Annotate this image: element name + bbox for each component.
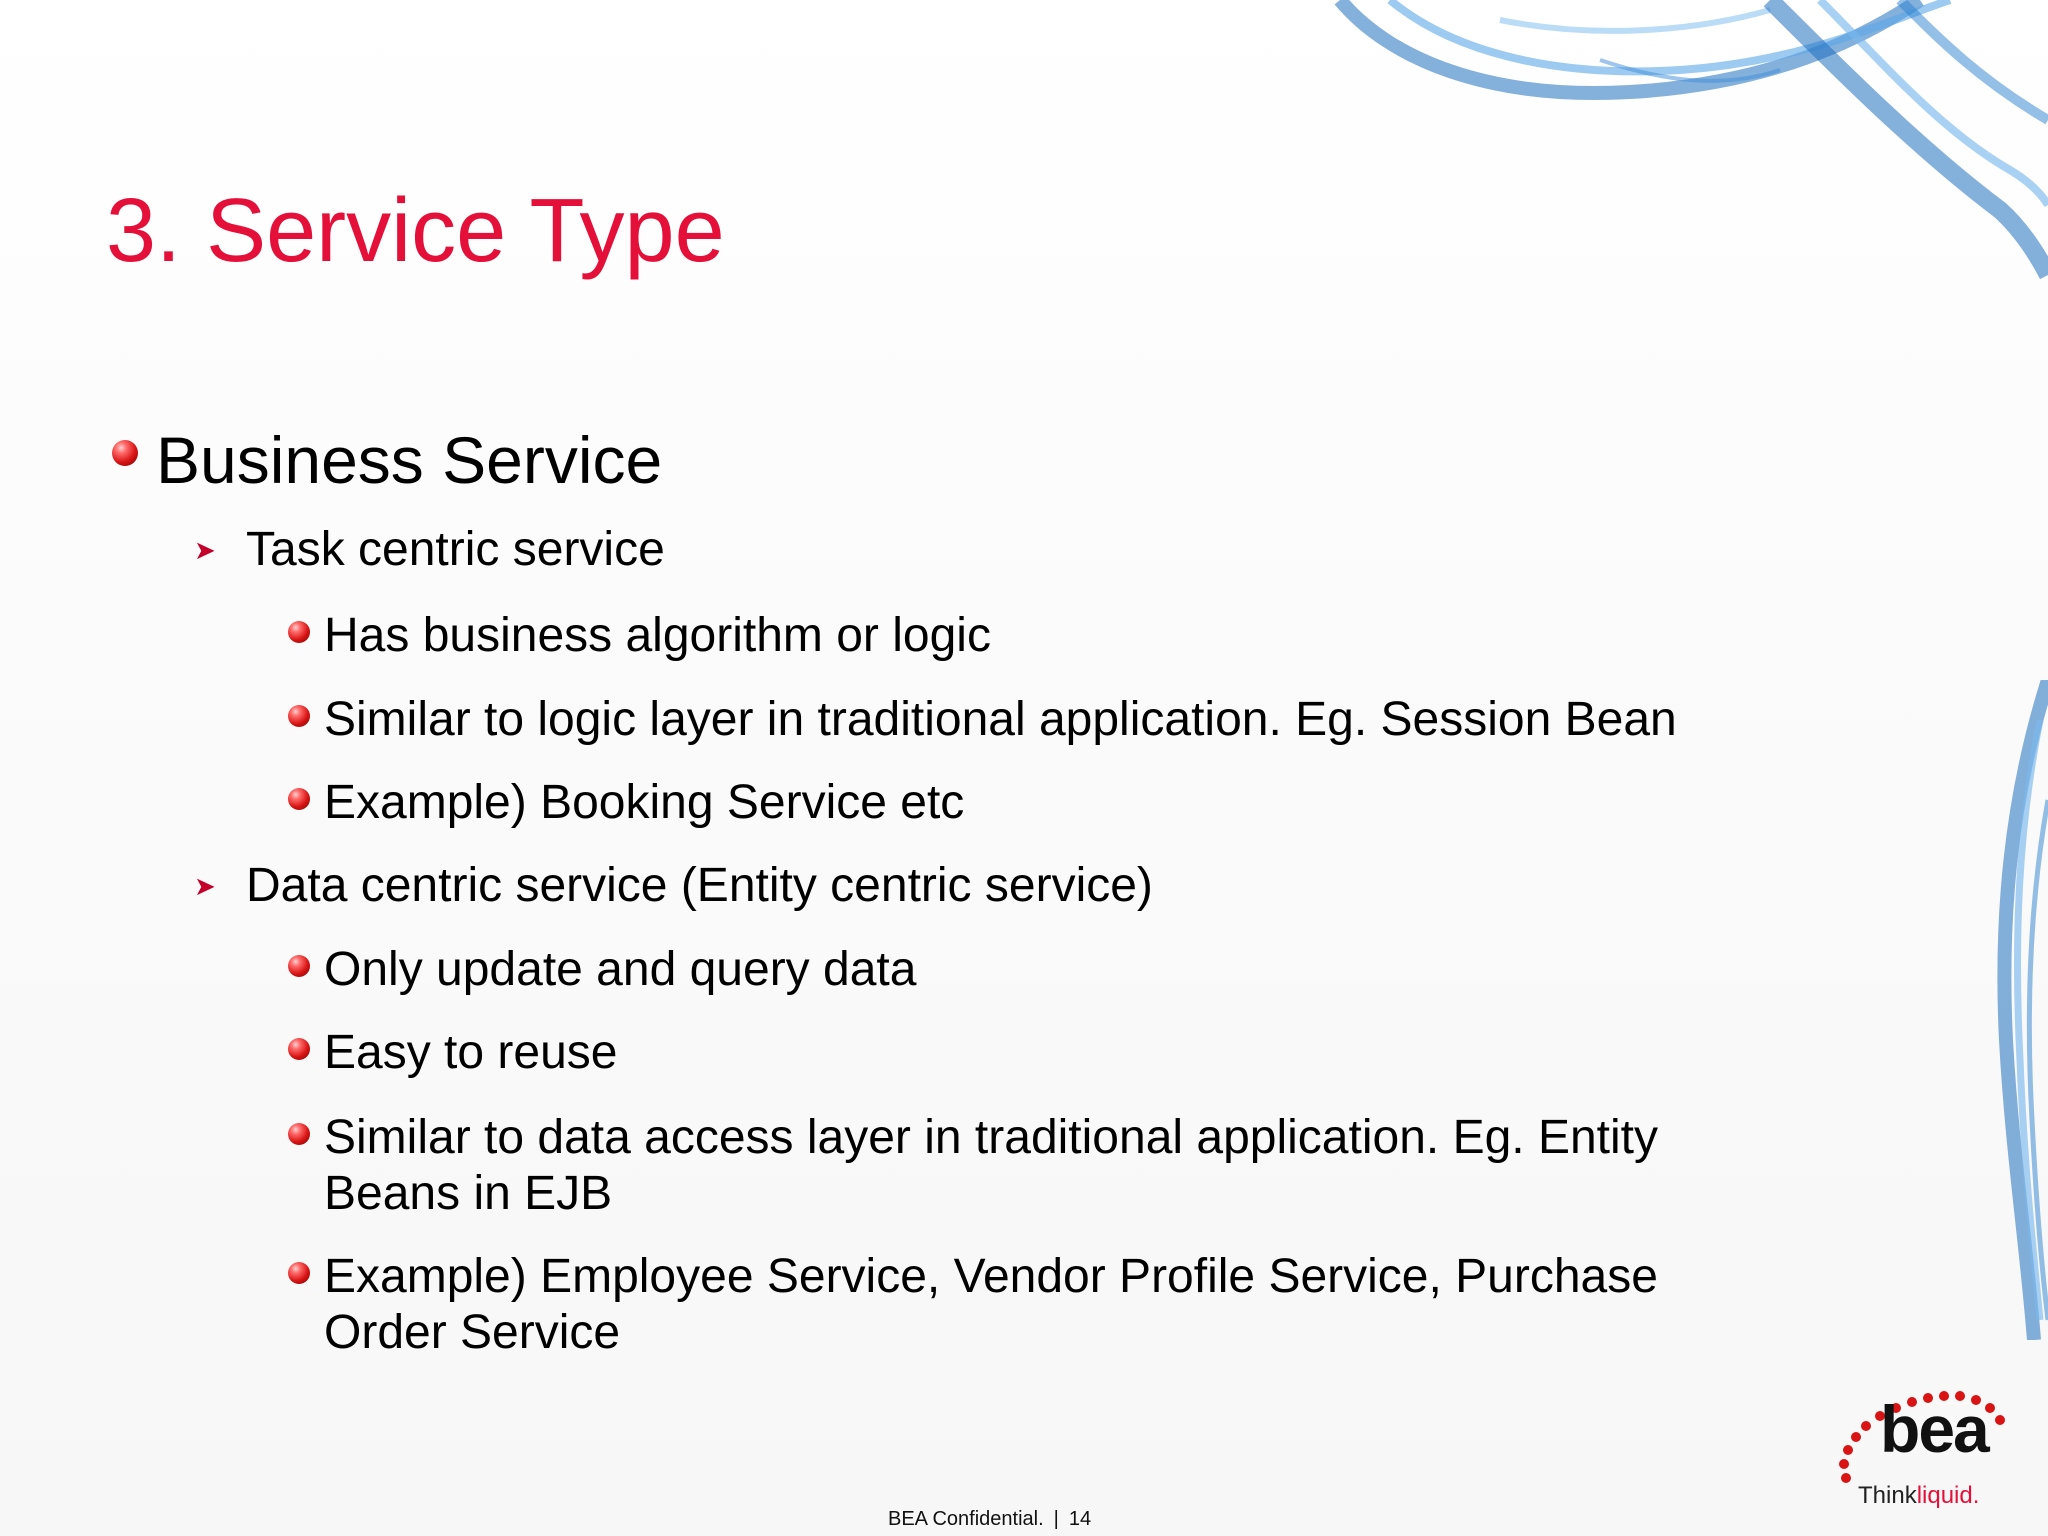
footer-separator: | [1053,1508,1059,1530]
bea-wordmark: bea [1880,1392,1988,1466]
bullet-text: Business Service [156,423,663,497]
list-item-text: Similar to data access layer in traditional application. Eg. Entity Beans in EJB [324,1111,1658,1220]
list-item-text: Example) Booking Service etc [324,776,965,829]
arrowhead-bullet-icon: ➤ [194,535,216,565]
footer-confidential: BEA Confidential. [888,1508,1044,1530]
list-item-text: Has business algorithm or logic [324,609,991,662]
list-item [286,942,916,998]
red-ball-bullet-icon [112,440,138,466]
bea-tagline [1858,1482,1979,1510]
list-item [286,1110,1766,1222]
list-item-text: Easy to reuse [324,1026,618,1079]
sub-bullet-text: Data centric service (Entity centric service) [246,859,1153,912]
list-item [286,608,991,664]
list-item [286,1025,617,1081]
red-ball-bullet-icon [288,788,310,810]
slide-footer [888,1508,1091,1531]
list-item [286,775,964,831]
list-item [286,1249,1766,1361]
list-item [286,692,1677,748]
slide-title: 3. Service Type [106,181,725,281]
tagline-liquid: liquid. [1916,1482,1980,1509]
footer-page-number: 14 [1068,1508,1092,1530]
red-ball-bullet-icon [288,705,310,727]
red-ball-bullet-icon [288,1038,310,1060]
blue-smoke-decoration-icon [1300,0,2048,300]
blue-smoke-side-decoration-icon [1960,680,2048,1340]
list-item-text: Only update and query data [324,943,917,996]
red-ball-bullet-icon [288,1262,310,1284]
red-ball-bullet-icon [288,955,310,977]
tagline-think: Think [1858,1482,1917,1509]
sub-bullet-text: Task centric service [246,523,665,576]
list-item-text: Similar to logic layer in traditional application. Eg. Session Bean [324,693,1677,746]
list-item-text: Example) Employee Service, Vendor Profile Service, Purchase Order Service [324,1250,1658,1359]
arrowhead-bullet-icon: ➤ [194,871,216,901]
bea-logo [1836,1382,2014,1518]
red-ball-bullet-icon [288,621,310,643]
red-ball-bullet-icon [288,1123,310,1145]
